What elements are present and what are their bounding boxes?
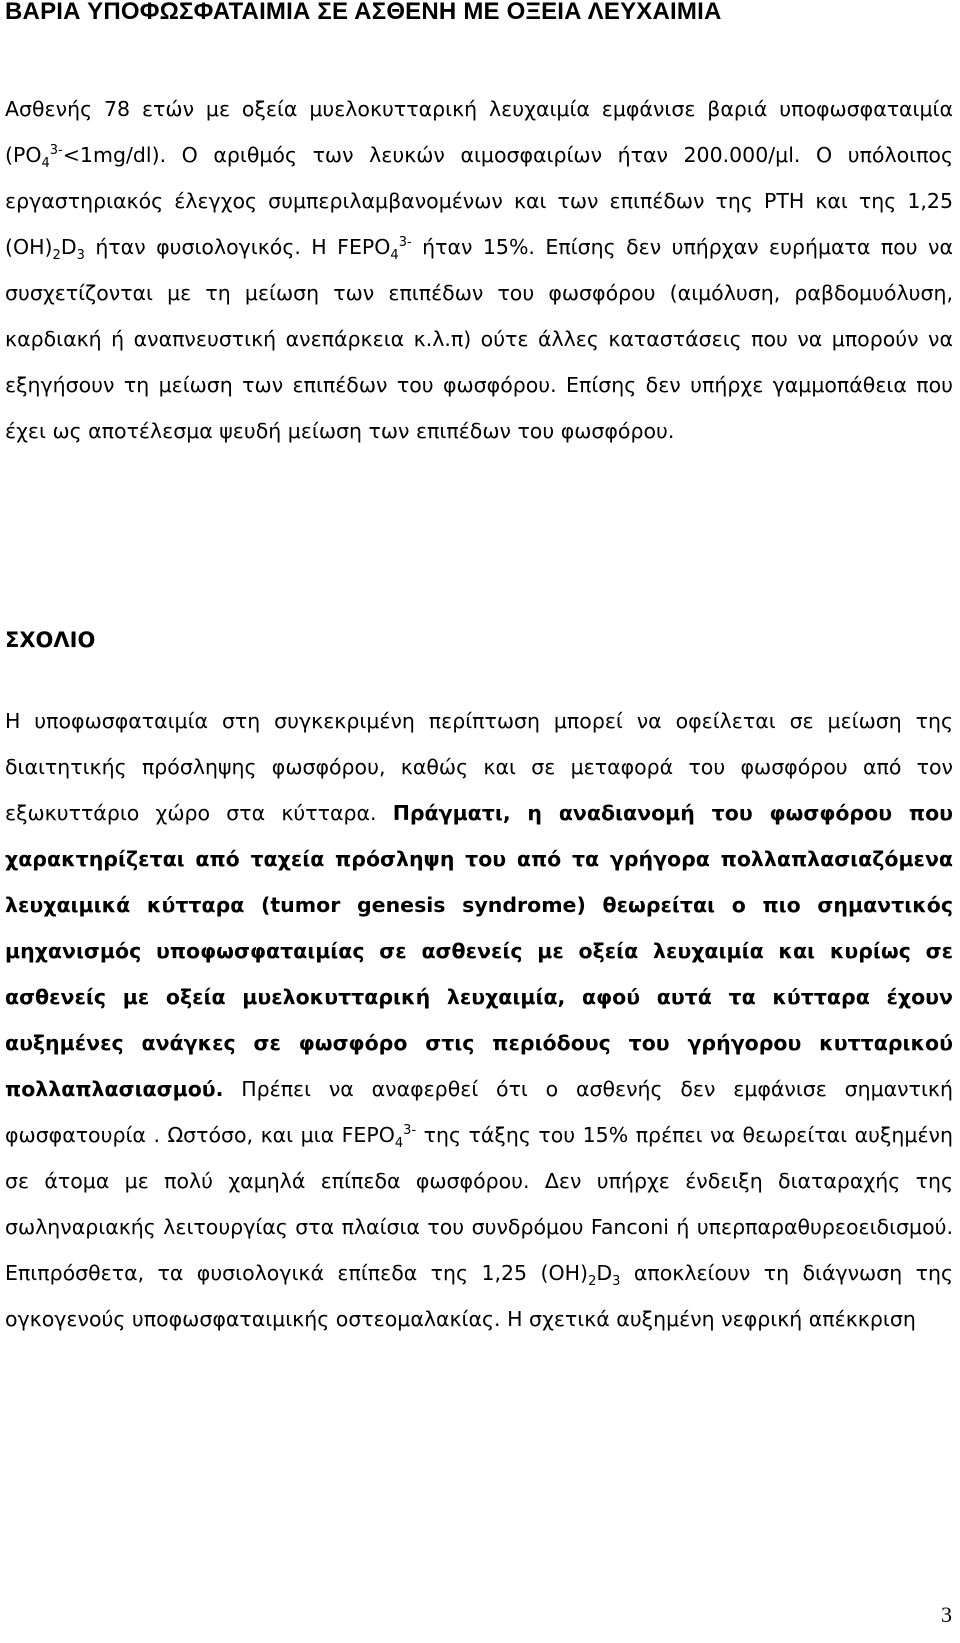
comment-text-1: Η υποφωσφαταιμία στη συγκεκριμένη περίπτωση μπορεί να οφείλεται σε μείωση της διαιτητικής πρόσληψης φωσφόρου, καθώς και σε μεταφορά του φωσφόρου από τον εξωκυττάριο χώρο στα κύτταρα. (5, 709, 953, 825)
case-text-5: ήταν 15%. Επίσης δεν υπήρχαν ευρήματα που να συσχετίζονται με τη μείωση των επιπέδων του φωσφόρου (αιμόλυση, ραβδομυόλυση, καρδιακή ή αναπνευστική ανεπάρκεια κ.λ.π) ούτε άλλες καταστάσεις που να μπορούν να εξηγήσουν τη μείωση των επιπέδων του φωσφόρου. Επίσης δεν υπήρχε γαμμοπάθεια που έχει ως αποτέλεσμα ψευδή μείωση των επιπέδων του φωσφόρου. (5, 235, 954, 443)
document-title: ΒΑΡΙΑ ΥΠΟΦΩΣΦΑΤΑΙΜΙΑ ΣΕ ΑΣΘΕΝΗ ΜΕ ΟΞΕΙΑ ΛΕΥΧΑΙΜΙΑ (5, 0, 722, 25)
case-text-3: D (60, 235, 77, 259)
d-subscript: 3 (612, 1274, 621, 1290)
case-text-4: ήταν φυσιολογικός. Η FEPO (84, 235, 391, 259)
comment-text-4: D (596, 1261, 613, 1285)
comment-text-3: της τάξης του 15% πρέπει να θεωρείται αυξημένη σε άτομα με πολύ χαμηλά επίπεδα φωσφόρου. Δεν υπήρχε ένδειξη διαταραχής της σωληναριακής λειτουργίας στα πλαίσια του συνδρόμου Fanconi ή υπερπαραθυρεοειδισμού. Επιπρόσθετα, τα φυσιολογικά επίπεδα της 1,25 (OH) (5, 1123, 953, 1285)
fepo-subscript: 4 (390, 248, 399, 264)
case-text-1: Ασθενής 78 ετών με οξεία μυελοκυτταρική λευχαιμία εμφάνισε βαριά υποφωσφαταιμία (PO (5, 97, 953, 167)
oh-subscript: 2 (52, 248, 61, 264)
page-number: 3 (941, 1602, 952, 1627)
fepo-superscript: 3- (398, 235, 412, 251)
fepo-superscript: 3- (403, 1123, 417, 1139)
case-text-2: <1mg/dl). Ο αριθμός των λευκών αιμοσφαιρίων ήταν 200.000/μl. Ο υπόλοιπος εργαστηριακός έλεγχος συμπεριλαμβανομένων και των επιπέδων της PTH και της 1,25 (OH) (5, 143, 953, 259)
comment-text-5: αποκλείουν τη διάγνωση της ογκογενούς υποφωσφαταιμικής οστεομαλακίας. Η σχετικά αυξημένη νεφρική απέκκριση (5, 1261, 953, 1331)
comment-paragraph (5, 698, 953, 1342)
comment-bold-text: Πράγματι, η αναδιανομή του φωσφόρου που χαρακτηρίζεται από ταχεία πρόσληψη του από τα γρήγορα πολλαπλασιαζόμενα λευχαιμικά κύτταρα (tumor genesis syndrome) θεωρείται ο πιο σημαντικός μηχανισμός υποφωσφαταιμίας σε ασθενείς με οξεία λευχαιμία και κυρίως σε ασθενείς με οξεία μυελοκυτταρική λευχαιμία, αφού αυτά τα κύτταρα έχουν αυξημένες ανάγκες σε φωσφόρο στις περιόδους του γρήγορου κυτταρικού πολλαπλασιασμού. (5, 801, 953, 1101)
comment-text-2: Πρέπει να αναφερθεί ότι ο ασθενής δεν εμφάνισε σημαντική φωσφατουρία . Ωστόσο, και μια FEPO (5, 1077, 953, 1147)
comment-heading: ΣΧΟΛΙΟ (5, 628, 96, 652)
d-subscript: 3 (76, 248, 85, 264)
oh-subscript: 2 (588, 1274, 597, 1290)
fepo-subscript: 4 (394, 1136, 404, 1152)
po4-subscript: 4 (41, 156, 50, 172)
case-paragraph (5, 86, 953, 454)
po4-superscript: 3- (49, 143, 63, 159)
